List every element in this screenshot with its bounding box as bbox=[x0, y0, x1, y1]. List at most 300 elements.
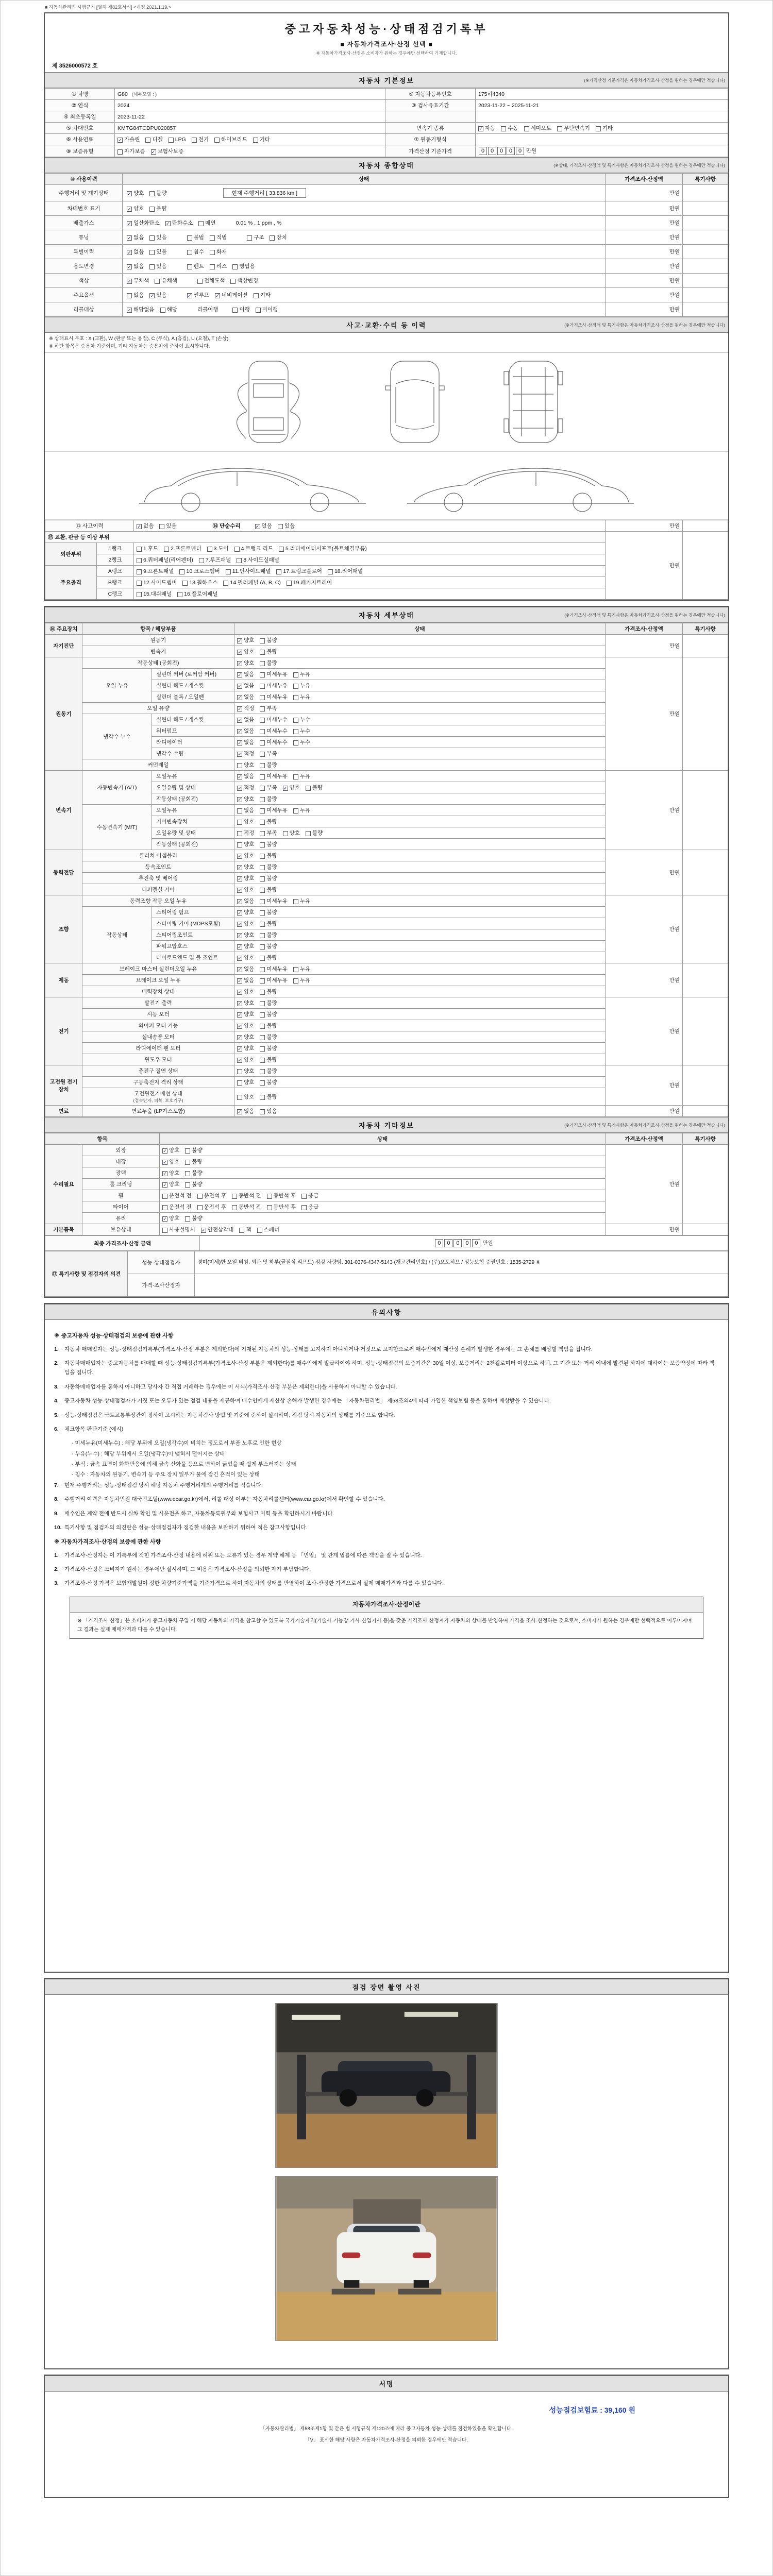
checkbox-option[interactable]: 미세누유 bbox=[260, 965, 288, 973]
checkbox-option[interactable]: 운전석 후 bbox=[197, 1203, 227, 1211]
checkbox-option[interactable]: 누수 bbox=[293, 727, 310, 735]
checkbox-option[interactable]: ✓ 양호 bbox=[238, 864, 255, 871]
checkbox-option[interactable]: 13.휠하우스 bbox=[182, 579, 217, 586]
checkbox-option[interactable]: 부족 bbox=[260, 704, 277, 712]
state-options bbox=[234, 635, 606, 646]
checkbox-option[interactable]: ✓ 해당없음 bbox=[127, 307, 155, 313]
section-basic-note: (※가격산정 기준가격은 자동차가격조사·산정을 원하는 경우에만 적습니다) bbox=[584, 77, 725, 83]
state-options bbox=[234, 963, 606, 975]
checkbox-option[interactable]: 동반석 후 bbox=[267, 1203, 296, 1211]
basic-table bbox=[45, 88, 728, 157]
checkbox-option[interactable]: 불량 bbox=[260, 931, 277, 939]
checkbox-option[interactable]: ✓ 없음 bbox=[255, 523, 272, 530]
checkbox-option[interactable]: 미세누유 bbox=[260, 976, 288, 984]
checkbox-option[interactable]: 적법 bbox=[210, 233, 227, 241]
checkbox-option[interactable]: ✓ 있음 bbox=[150, 292, 167, 298]
part-label: 실린더 헤드 / 개스킷 bbox=[152, 714, 234, 725]
checkbox-option[interactable]: ✓ 양호 bbox=[238, 1057, 255, 1063]
price-survey-info-box bbox=[70, 1597, 703, 1639]
part-label: 실린더 헤드 / 개스킷 bbox=[152, 680, 234, 691]
checkbox-option[interactable]: ✓ 양호 bbox=[238, 637, 255, 644]
checkbox-option[interactable]: 18.리어패널 bbox=[328, 567, 363, 575]
checkbox-option[interactable]: 불량 bbox=[260, 1022, 277, 1029]
checkbox-option[interactable]: 8.사이드실패널 bbox=[237, 556, 279, 564]
checkbox-option[interactable]: ✓ 양호 bbox=[238, 1045, 255, 1052]
checkbox-option[interactable]: ✓ 없음 bbox=[238, 671, 255, 678]
checkbox-option[interactable]: ✓ 없음 bbox=[238, 1108, 255, 1115]
checkbox-option[interactable]: ✓ 양호 bbox=[238, 660, 255, 667]
checkbox-option[interactable]: 누유 bbox=[293, 693, 310, 701]
inspection-photo-lift-raised bbox=[275, 2003, 498, 2168]
section-photos bbox=[45, 1979, 728, 1995]
checkbox-option[interactable]: 불량 bbox=[149, 189, 166, 197]
note-cell bbox=[683, 230, 728, 245]
checkbox-option[interactable]: ✓ 없음 bbox=[127, 263, 144, 269]
checkbox-option[interactable]: ✓ 없음 bbox=[238, 717, 255, 723]
checkbox-option[interactable]: 있음 bbox=[149, 233, 166, 241]
checkbox-option[interactable]: 없음 bbox=[237, 806, 254, 814]
checkbox-option[interactable]: 양호 bbox=[237, 1067, 254, 1075]
checkbox-option[interactable]: 미세누유 bbox=[260, 682, 288, 689]
opinion-table-el bbox=[45, 1251, 728, 1297]
checkbox-option[interactable]: 불량 bbox=[260, 761, 277, 769]
checkbox-option[interactable]: 불량 bbox=[185, 1180, 202, 1188]
checkbox-option[interactable]: 운전석 전 bbox=[162, 1192, 192, 1199]
checkbox-option[interactable]: 양호 bbox=[237, 840, 254, 848]
checkbox-option[interactable]: 5.라디에이터서포트(볼트체결부품) bbox=[279, 545, 367, 552]
checkbox-option[interactable]: ✓ 없음 bbox=[127, 249, 144, 255]
checkbox-option[interactable]: ✓ 양호 bbox=[238, 853, 255, 859]
checkbox-option[interactable]: 4.트렁크 리드 bbox=[234, 545, 273, 552]
checkbox-option[interactable]: 6.쿼터패널(리어펜더) bbox=[137, 556, 193, 564]
checkbox-option[interactable]: 11.인사이드패널 bbox=[226, 567, 271, 575]
repair-label: ⑭ 단순수리 bbox=[212, 523, 241, 530]
checkbox-option[interactable]: 불량 bbox=[260, 920, 277, 927]
empty-cell bbox=[385, 111, 476, 123]
state-options bbox=[234, 816, 606, 827]
checkbox-option[interactable]: ✓ 적정 bbox=[238, 785, 255, 791]
checkbox-option[interactable]: ✓ 안전삼각대 bbox=[201, 1227, 234, 1233]
inspection-photo-rear-view bbox=[275, 2176, 498, 2341]
checkbox-option[interactable]: 불량 bbox=[185, 1158, 202, 1165]
checkbox-option[interactable]: ✓ 양호 bbox=[238, 1034, 255, 1041]
checkbox-option[interactable]: 응급 bbox=[301, 1192, 318, 1199]
first-reg-value: 2023-11-22 bbox=[115, 111, 385, 123]
inline-text: 리콜이행 bbox=[197, 307, 219, 313]
checkbox-option[interactable]: ✓ 탄화수소 bbox=[165, 220, 193, 226]
state-options bbox=[234, 895, 606, 907]
checkbox-option[interactable]: 없음 bbox=[127, 291, 144, 299]
checkbox-option[interactable]: ✓ 네비게이션 bbox=[215, 292, 248, 298]
checkbox-option[interactable]: ✓ 무채색 bbox=[127, 278, 149, 284]
price-cell: 만원 bbox=[606, 850, 683, 895]
checkbox-option[interactable]: ✓ 없음 bbox=[127, 234, 144, 241]
checkbox-option[interactable]: 15.대쉬패널 bbox=[137, 590, 172, 598]
checkbox-option[interactable]: 불량 bbox=[149, 205, 166, 212]
checkbox-option[interactable]: 누유 bbox=[293, 897, 310, 905]
checkbox-option[interactable]: ✓ 없음 bbox=[238, 966, 255, 973]
note-cell bbox=[683, 635, 728, 657]
transmission-options bbox=[476, 123, 728, 134]
state-options bbox=[234, 1020, 606, 1031]
checkbox-option[interactable]: ✓ 양호 bbox=[238, 1023, 255, 1029]
checkbox-option[interactable]: 자가보증 bbox=[117, 147, 145, 155]
checkbox-option[interactable]: 영업용 bbox=[232, 262, 255, 270]
note-cell bbox=[683, 259, 728, 274]
checkbox-option[interactable]: 10.크로스멤버 bbox=[179, 567, 220, 575]
checkbox-option[interactable]: 미세누유 bbox=[260, 806, 288, 814]
checkbox-option[interactable]: LPG bbox=[169, 137, 186, 143]
notice-item-text: 체크항목 판단기준 (예시) bbox=[64, 1426, 124, 1432]
checkbox-option[interactable]: 16.플로어패널 bbox=[177, 590, 217, 598]
checkbox-option[interactable]: 양호 bbox=[237, 1078, 254, 1086]
state-options bbox=[160, 1145, 606, 1156]
checkbox-option[interactable]: 미세누유 bbox=[260, 772, 288, 780]
checkbox-option[interactable]: 불량 bbox=[260, 818, 277, 825]
checkbox-option[interactable]: 불량 bbox=[260, 1078, 277, 1086]
field-label: ⑨ 자동차등록번호 bbox=[385, 89, 476, 100]
part-label: 스티어링조인트 bbox=[152, 929, 234, 941]
checkbox-option[interactable]: 12.사이드멤버 bbox=[137, 579, 177, 586]
checkbox-option[interactable]: 적정 bbox=[237, 829, 254, 837]
checkbox-option[interactable]: ✓ 없음 bbox=[238, 694, 255, 701]
checkbox-option[interactable]: 세미오토 bbox=[524, 124, 552, 132]
checkbox-option[interactable]: 렌트 bbox=[187, 262, 204, 270]
checkbox-option[interactable]: 양호 bbox=[237, 1093, 254, 1100]
notice-item-number: 6. bbox=[54, 1426, 59, 1432]
item-label: 휠 bbox=[82, 1190, 160, 1201]
checkbox-option[interactable]: ✓ 양호 bbox=[238, 989, 255, 995]
checkbox-option[interactable]: ✓ 없음 bbox=[238, 739, 255, 746]
checkbox-option[interactable]: ✓ 양호 bbox=[238, 955, 255, 961]
checkbox-option[interactable]: 누수 bbox=[293, 738, 310, 746]
amount-digit: 0 bbox=[472, 1239, 480, 1247]
checkbox-option[interactable]: ✓ 양호 bbox=[238, 943, 255, 950]
checkbox-option[interactable]: 스패너 bbox=[257, 1226, 279, 1233]
item-label: 브레이크 오일 누유 bbox=[82, 975, 234, 986]
checkbox-option[interactable]: ✓ 적정 bbox=[238, 751, 255, 757]
checkbox-option[interactable]: ✓ 양호 bbox=[238, 887, 255, 893]
checkbox-option[interactable]: ✓ 없음 bbox=[238, 728, 255, 735]
price-cell: 만원 bbox=[606, 963, 683, 997]
checkbox-option[interactable]: 불량 bbox=[260, 1044, 277, 1052]
checkbox-option[interactable]: 불량 bbox=[260, 874, 277, 882]
accident-label: ⑬ 사고이력 bbox=[45, 520, 134, 532]
checkbox-option[interactable]: ✓ 양호 bbox=[163, 1170, 180, 1177]
final-price-label: 최종 가격조사·산정 금액 bbox=[45, 1236, 200, 1251]
checkbox-option[interactable]: ✓ 자동 bbox=[479, 125, 496, 131]
checkbox-option[interactable]: 불량 bbox=[260, 942, 277, 950]
note-cell bbox=[683, 201, 728, 216]
checkbox-option[interactable]: ✓ 적정 bbox=[238, 705, 255, 712]
checkbox-option[interactable]: 미세누유 bbox=[260, 670, 288, 678]
field-label: ③ 검사유효기간 bbox=[385, 100, 476, 111]
checkbox-option[interactable]: 동반석 후 bbox=[267, 1192, 296, 1199]
checkbox-option[interactable]: 있음 bbox=[278, 522, 295, 530]
checkbox-option[interactable]: 장치 bbox=[270, 233, 287, 241]
item-label: 커먼레일 bbox=[82, 759, 234, 771]
checkbox-option[interactable]: 있음 bbox=[149, 248, 166, 256]
checkbox-option[interactable]: ✓ 양호 bbox=[163, 1147, 180, 1154]
checkbox-option[interactable]: 미세누수 bbox=[260, 727, 288, 735]
checkbox-option[interactable]: 유채색 bbox=[155, 277, 177, 284]
checkbox-option[interactable]: 동반석 전 bbox=[232, 1192, 261, 1199]
checkbox-option[interactable]: 누유 bbox=[293, 806, 310, 814]
detail-row bbox=[45, 1106, 728, 1117]
section-overall-title: 자동차 종합상태 bbox=[359, 162, 414, 170]
opinion-table bbox=[45, 1251, 728, 1297]
checkbox-option[interactable]: 양호 bbox=[283, 829, 300, 837]
rank-label: 1랭크 bbox=[97, 543, 134, 554]
checkbox-option[interactable]: ✓ 양호 bbox=[238, 1000, 255, 1007]
checkbox-option[interactable]: 불량 bbox=[260, 840, 277, 848]
checkbox-option[interactable]: 전기 bbox=[192, 135, 209, 143]
checkbox-option[interactable]: 기타 bbox=[253, 135, 270, 143]
checkbox-option[interactable]: 불량 bbox=[260, 1056, 277, 1063]
checkbox-option[interactable]: 누수 bbox=[293, 716, 310, 723]
checkbox-option[interactable]: 불량 bbox=[260, 1010, 277, 1018]
checkbox-option[interactable]: 운전석 후 bbox=[197, 1192, 227, 1199]
checkbox-option[interactable]: ✓ 일산화탄소 bbox=[127, 220, 160, 226]
price-cell: 만원 bbox=[606, 997, 683, 1065]
title-block bbox=[45, 13, 728, 72]
checkbox-option[interactable]: 색상변경 bbox=[230, 277, 258, 284]
checkbox-option[interactable]: 불량 bbox=[260, 648, 277, 655]
checkbox-option[interactable]: ✓ 양호 bbox=[283, 785, 300, 791]
checkbox-option[interactable]: 불량 bbox=[260, 954, 277, 961]
checkbox-option[interactable]: 디젤 bbox=[145, 135, 162, 143]
history-legend-lines bbox=[45, 333, 728, 353]
notice-item bbox=[54, 1411, 719, 1420]
checkbox-option[interactable]: 응급 bbox=[301, 1203, 318, 1211]
item-label: 광택 bbox=[82, 1167, 160, 1179]
opinion-role: 가격·조사산정자 bbox=[128, 1274, 195, 1297]
checkbox-option[interactable]: ✓ 양호 bbox=[238, 649, 255, 655]
part-label: 오일누유 bbox=[152, 805, 234, 816]
checkbox-option[interactable]: 전체도색 bbox=[197, 277, 225, 284]
checkbox-option[interactable]: 불량 bbox=[260, 886, 277, 893]
checkbox-option[interactable]: 불량 bbox=[260, 999, 277, 1007]
part-label: 실린더 블록 / 오일팬 bbox=[152, 691, 234, 703]
checkbox-option[interactable]: 있음 bbox=[260, 1107, 277, 1115]
checkbox-option[interactable]: 기타 bbox=[596, 124, 613, 132]
checkbox-option[interactable]: 리스 bbox=[210, 262, 227, 270]
rank-items bbox=[134, 566, 606, 577]
checkbox-option[interactable]: ✓ 양호 bbox=[163, 1159, 180, 1165]
detail-row bbox=[45, 1065, 728, 1077]
checkbox-option[interactable]: 양호 bbox=[237, 761, 254, 769]
checkbox-option[interactable]: 있음 bbox=[149, 262, 166, 270]
checkbox-option[interactable]: 17.트렁크플로어 bbox=[276, 567, 322, 575]
checkbox-option[interactable]: 부족 bbox=[260, 784, 277, 791]
checkbox-option[interactable]: 14.필러패널 (A, B, C) bbox=[223, 579, 280, 586]
item-sublabel: (접속단자, 피복, 보호기구) bbox=[133, 1098, 183, 1104]
item-label: 외장 bbox=[82, 1145, 160, 1156]
checkbox-option[interactable]: 부족 bbox=[260, 829, 277, 837]
state-options bbox=[234, 1043, 606, 1054]
checkbox-option[interactable]: 누유 bbox=[293, 682, 310, 689]
checkbox-option[interactable]: 사용설명서 bbox=[162, 1226, 195, 1233]
checkbox-option[interactable]: 불량 bbox=[260, 852, 277, 859]
legend-line-2: ※ 하단 항목은 승용차 기준이며, 기타 자동차는 승용차에 준하여 표시합니다. bbox=[49, 344, 210, 350]
checkbox-option[interactable]: 불량 bbox=[185, 1214, 202, 1222]
checkbox-option[interactable]: ✓ 썬루프 bbox=[187, 292, 210, 298]
state-options bbox=[234, 1088, 606, 1106]
notice-item-text: 현재 주행거리는 성능·상태점검 당시 해당 자동차 주행거리계의 주행거리를 적습니다. bbox=[64, 1482, 263, 1488]
row-state bbox=[123, 274, 606, 288]
checkbox-option[interactable]: ✓ 양호 bbox=[238, 921, 255, 927]
checkbox-option[interactable]: 이행 bbox=[232, 306, 249, 313]
note-cell bbox=[683, 288, 728, 302]
state-options bbox=[234, 691, 606, 703]
device-group-label: 전기 bbox=[45, 997, 82, 1065]
document-title: 중고자동차성능·상태점검기록부 bbox=[284, 23, 489, 36]
notice-box bbox=[44, 1303, 729, 1973]
notice-item-text: 매수인은 계약 전에 반드시 실차 확인 및 시운전을 하고, 자동차등록원부와 보험사고 이력 등을 확인하시기 바랍니다. bbox=[64, 1510, 334, 1517]
col-header: 가격조사·산정액 bbox=[606, 174, 683, 185]
checkbox-option[interactable]: 불량 bbox=[260, 988, 277, 995]
checkbox-option[interactable]: 잭 bbox=[239, 1226, 251, 1233]
checkbox-option[interactable]: ✓ 없음 bbox=[238, 773, 255, 780]
checkbox-option[interactable]: 기타 bbox=[254, 291, 271, 299]
checkbox-option[interactable]: ✓ 보험사보증 bbox=[151, 148, 184, 155]
checkbox-option[interactable]: 부족 bbox=[260, 750, 277, 757]
checkbox-option[interactable]: 해당 bbox=[160, 306, 177, 313]
checkbox-option[interactable]: 누유 bbox=[293, 670, 310, 678]
checkbox-option[interactable]: 미세누유 bbox=[260, 693, 288, 701]
checkbox-option[interactable]: 침수 bbox=[187, 248, 204, 256]
checkbox-option[interactable]: ✓ 없음 bbox=[238, 683, 255, 689]
checkbox-option[interactable]: ✓ 양호 bbox=[163, 1181, 180, 1188]
checkbox-option[interactable]: 불량 bbox=[260, 636, 277, 644]
checkbox-option[interactable]: ✓ 양호 bbox=[238, 932, 255, 939]
checkbox-option[interactable]: 3.도어 bbox=[207, 545, 229, 552]
checkbox-option[interactable]: 화재 bbox=[210, 248, 227, 256]
checkbox-option[interactable]: 수동 bbox=[501, 124, 518, 132]
reg-number-value: 175허4340 bbox=[476, 89, 728, 100]
notice-item-number: 3. bbox=[54, 1580, 59, 1587]
part-label: 스티어링 펌프 bbox=[152, 907, 234, 918]
state-options bbox=[234, 646, 606, 657]
car-diagram-bottom bbox=[484, 357, 582, 447]
checkbox-option[interactable]: 불량 bbox=[306, 829, 323, 837]
checkbox-option[interactable]: 미세누수 bbox=[260, 716, 288, 723]
checkbox-option[interactable]: 양호 bbox=[237, 818, 254, 825]
checkbox-option[interactable]: 불량 bbox=[260, 795, 277, 803]
notice-item-text: 자동차 매매업자는 성능·상태점검기록부(가격조사·산정 부분은 제외한다)에 기재된 자동차의 성능·상태를 고지하지 아니하거나 거짓으로 고지함으로써 매수인에게 재산상 손해가 발생한 경우에는 그 손해를 배상할 책임을 집니다. bbox=[64, 1346, 593, 1352]
state-options bbox=[234, 793, 606, 805]
state-options bbox=[234, 861, 606, 873]
checkbox-option[interactable]: 19.패키지트레이 bbox=[287, 579, 332, 586]
checkbox-option[interactable]: 운전석 전 bbox=[162, 1203, 192, 1211]
price-cell: 만원 bbox=[606, 259, 683, 274]
detail-row bbox=[45, 895, 728, 907]
checkbox-option[interactable]: 불량 bbox=[260, 1033, 277, 1041]
state-options bbox=[234, 1031, 606, 1043]
part-label: 작동상태 (공회전) bbox=[152, 793, 234, 805]
checkbox-option[interactable]: ✓ 양호 bbox=[238, 796, 255, 803]
checkbox-option[interactable]: 하이브리드 bbox=[214, 135, 247, 143]
insurance-premium-value: 39,160 원 bbox=[604, 2406, 635, 2415]
checkbox-option[interactable]: 무단변속기 bbox=[557, 124, 590, 132]
note-cell bbox=[683, 895, 728, 963]
checkbox-option[interactable]: 누유 bbox=[293, 772, 310, 780]
checkbox-option[interactable]: 불량 bbox=[260, 1067, 277, 1075]
checkbox-option[interactable]: ✓ 없음 bbox=[238, 898, 255, 905]
exchange-label: ⑮ 교환, 판금 등 이상 부위 bbox=[45, 532, 606, 543]
fuel-options bbox=[115, 134, 385, 145]
state-options bbox=[234, 714, 606, 725]
section-basic-title: 자동차 기본정보 bbox=[359, 77, 414, 84]
col-header: 특기사항 bbox=[683, 1133, 728, 1145]
checkbox-option[interactable]: 동반석 전 bbox=[232, 1203, 261, 1211]
checkbox-option[interactable]: ✓ 양호 bbox=[163, 1215, 180, 1222]
checkbox-option[interactable]: 불량 bbox=[260, 863, 277, 871]
checkbox-option[interactable]: 누유 bbox=[293, 965, 310, 973]
checkbox-option[interactable]: ✓ 없음 bbox=[137, 523, 154, 530]
state-options bbox=[234, 657, 606, 669]
checkbox-option[interactable]: ✓ 가솔린 bbox=[118, 137, 140, 143]
section-sign-title: 서명 bbox=[379, 2380, 394, 2388]
checkbox-option[interactable]: ✓ 양호 bbox=[127, 190, 144, 196]
item-label: 자동변속기 (A/T) bbox=[82, 771, 152, 805]
part-label: 타이로드엔드 및 볼 조인트 bbox=[152, 952, 234, 963]
checkbox-option[interactable]: 불량 bbox=[260, 908, 277, 916]
checkbox-option[interactable]: 매연 bbox=[198, 219, 215, 227]
checkbox-option[interactable]: 9.프론트패널 bbox=[137, 567, 174, 575]
checkbox-option[interactable]: 불량 bbox=[306, 784, 323, 791]
checkbox-option[interactable]: ✓ 양호 bbox=[238, 909, 255, 916]
history-exchange-table bbox=[45, 520, 728, 600]
row-state bbox=[123, 216, 606, 230]
checkbox-option[interactable]: 불량 bbox=[260, 1093, 277, 1100]
checkbox-option[interactable]: 있음 bbox=[159, 522, 176, 530]
detail-condition-table bbox=[45, 623, 728, 1117]
checkbox-option[interactable]: ✓ 양호 bbox=[127, 206, 144, 212]
field-label: 변속기 종류 bbox=[385, 123, 476, 134]
checkbox-option[interactable]: 불량 bbox=[260, 659, 277, 667]
checkbox-option[interactable]: 누유 bbox=[293, 976, 310, 984]
checkbox-option[interactable]: 불법 bbox=[187, 233, 204, 241]
checkbox-option[interactable]: 불량 bbox=[185, 1169, 202, 1177]
checkbox-option[interactable]: 1.후드 bbox=[137, 545, 158, 552]
price-cell: 만원 bbox=[606, 520, 683, 532]
part-label: 오일유량 및 상태 bbox=[152, 827, 234, 839]
checkbox-option[interactable]: 불량 bbox=[185, 1146, 202, 1154]
checkbox-option[interactable]: 미이행 bbox=[256, 306, 278, 313]
notice-subitem: - 누유(누수) : 해당 부위에서 오일(냉각수)이 맺혀서 떨어지는 상태 bbox=[72, 1450, 225, 1457]
row-state bbox=[123, 302, 606, 317]
state-options bbox=[160, 1201, 606, 1213]
checkbox-option[interactable]: 구조 bbox=[247, 233, 264, 241]
checkbox-option[interactable]: 미세누유 bbox=[260, 897, 288, 905]
note-cell bbox=[683, 1065, 728, 1106]
field-label: ⑤ 차대번호 bbox=[45, 123, 115, 134]
checkbox-option[interactable]: ✓ 양호 bbox=[238, 1011, 255, 1018]
col-header: 특기사항 bbox=[683, 174, 728, 185]
item-label: 변속기 bbox=[82, 646, 234, 657]
state-options bbox=[234, 725, 606, 737]
checkbox-option[interactable]: 2.프론트펜더 bbox=[164, 545, 201, 552]
empty-cell bbox=[476, 111, 728, 123]
rank-label: C랭크 bbox=[97, 588, 134, 600]
notice-item-number: 2. bbox=[54, 1360, 59, 1366]
overall-row bbox=[45, 216, 728, 230]
checkbox-option[interactable]: ✓ 양호 bbox=[238, 875, 255, 882]
checkbox-option[interactable]: ✓ 없음 bbox=[238, 977, 255, 984]
checkbox-option[interactable]: 7.루프패널 bbox=[199, 556, 231, 564]
checkbox-option[interactable]: 미세누수 bbox=[260, 738, 288, 746]
